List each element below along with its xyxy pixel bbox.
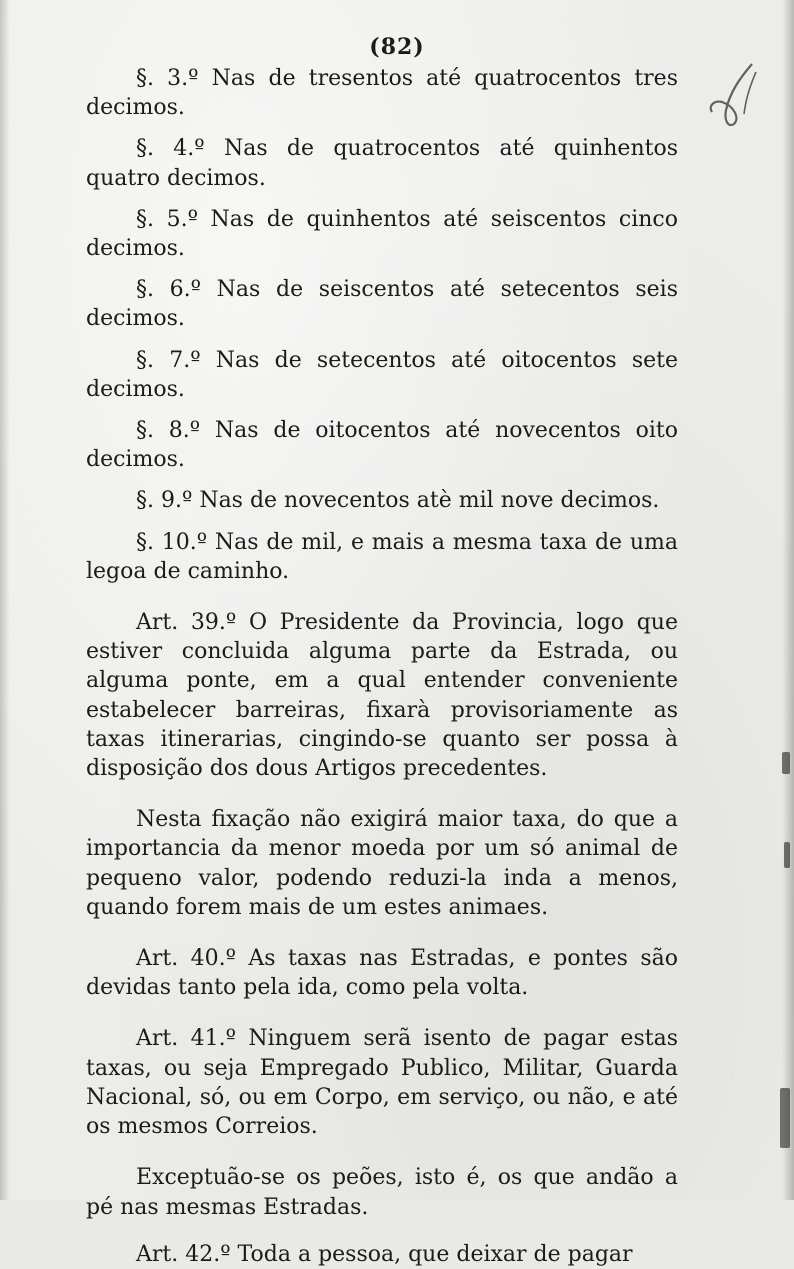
paragraph-art-41: Art. 41.º Ninguem serã isento de pagar estas taxas, ou seja Empregado Publico, Militar, Guarda Nacional, só, ou em Corpo, em serviço, ou não, e até os mesmos Correios.	[86, 1026, 678, 1140]
paragraph-art-42: Art. 42.º Toda a pessoa, que deixar de pagar	[136, 1241, 633, 1267]
paragraph-art-39: Art. 39.º O Presidente da Provincia, logo que estiver concluida alguma parte da Estrada, ou alguma ponte, em a qual entender conveniente estabelecer barreiras, fixarà provisoriamente as taxas itinerarias, cingindo-se quanto ser possa à disposição dos dous Artigos precedentes.	[86, 610, 678, 782]
paragraph-sec-3: §. 3.º Nas de tresentos até quatrocentos tres decimos.	[86, 66, 678, 121]
paragraph-sec-8: §. 8.º Nas de oitocentos até novecentos oito decimos.	[86, 418, 678, 473]
scan-artifact	[782, 752, 790, 774]
paragraph-sec-9: §. 9.º Nas de novecentos atè mil nove decimos.	[136, 488, 660, 514]
paragraph-art-40: Art. 40.º As taxas nas Estradas, e pontes são devidas tanto pela ida, como pela volta.	[86, 946, 678, 1001]
paragraph-art-41-exception: Exceptuão-se os peões, isto é, os que andão a pé nas mesmas Estradas.	[86, 1165, 678, 1220]
paragraph-art-39-fixation: Nesta fixação não exigirá maior taxa, do que a importancia da menor moeda por um só animal de pequeno valor, podendo reduzi-la inda a menos, quando forem mais de um estes animaes.	[86, 807, 678, 920]
paragraph-sec-7: §. 7.º Nas de setecentos até oitocentos sete decimos.	[86, 347, 678, 402]
page-number: (82)	[369, 34, 425, 60]
paragraph-sec-10: §. 10.º Nas de mil, e mais a mesma taxa de uma legoa de caminho.	[86, 529, 678, 584]
page-edge-shadow-left	[0, 0, 10, 1200]
scan-artifact	[784, 842, 790, 868]
paragraph-sec-4: §. 4.º Nas de quatrocentos até quinhentos quatro decimos.	[86, 136, 678, 191]
margin-scribble-icon	[700, 58, 770, 138]
page-edge-shadow-right	[782, 0, 794, 1200]
body-text	[86, 64, 678, 1269]
paragraph-sec-6: §. 6.º Nas de seiscentos até setecentos seis decimos.	[86, 277, 678, 332]
scan-artifact	[780, 1088, 790, 1148]
paragraph-sec-5: §. 5.º Nas de quinhentos até seiscentos cinco decimos.	[86, 206, 678, 262]
